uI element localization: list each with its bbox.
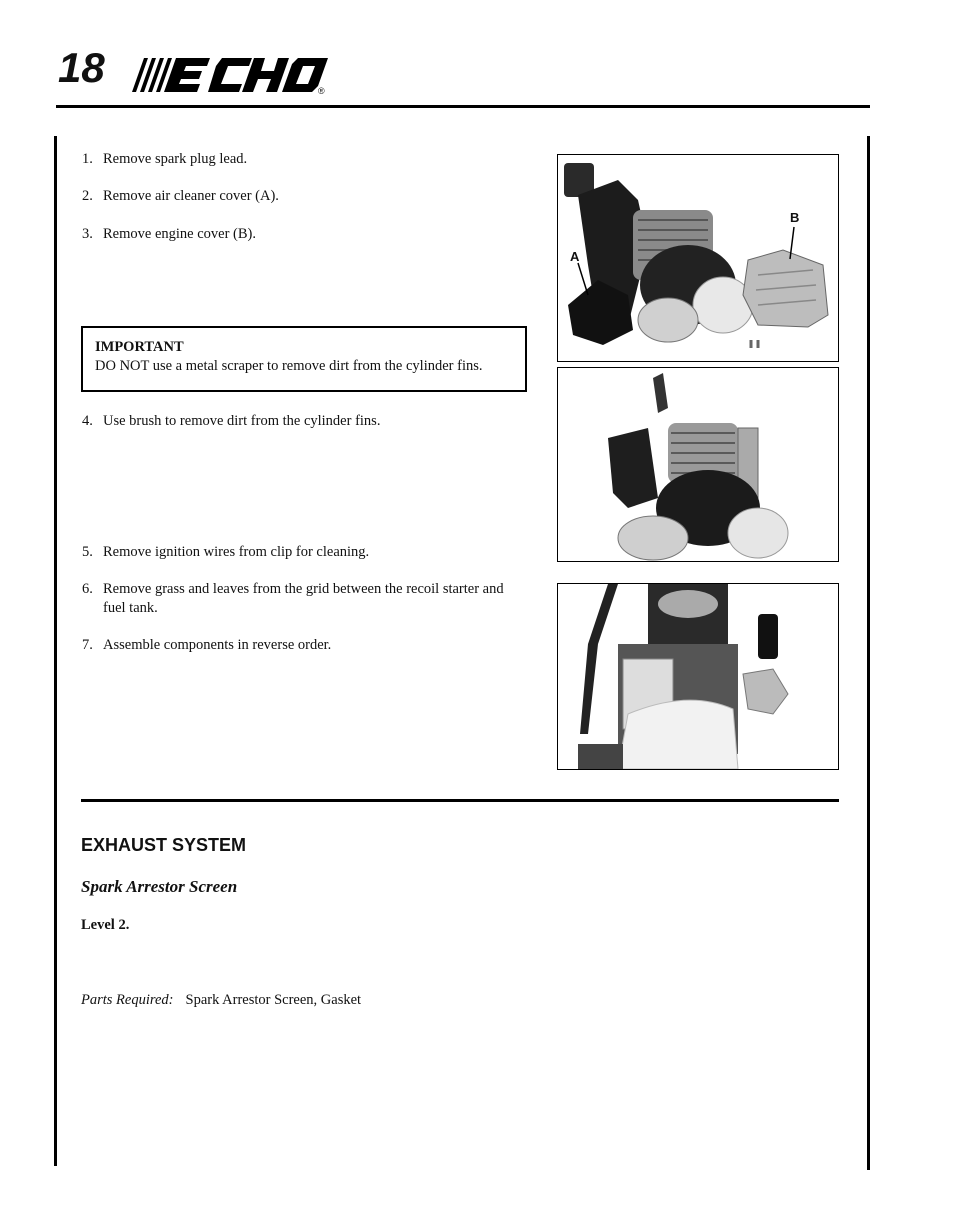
photo-label-b: B bbox=[790, 210, 800, 225]
parts-required-value: Spark Arrestor Screen, Gasket bbox=[185, 992, 362, 1008]
step-4: 4. Use brush to remove dirt from the cylinder fins. bbox=[82, 413, 381, 429]
section-title: EXHAUST SYSTEM bbox=[81, 835, 247, 855]
engine-cylinder-photo bbox=[557, 367, 839, 562]
step-2: 2. Remove air cleaner cover (A). bbox=[82, 188, 279, 204]
important-note bbox=[81, 326, 527, 392]
section-subtitle: Spark Arrestor Screen bbox=[81, 877, 238, 896]
photo-label-a: A bbox=[570, 249, 580, 264]
important-text: DO NOT use a metal scraper to remove dirt from the cylinder fins. bbox=[95, 358, 483, 374]
skill-level: Level 2. bbox=[81, 917, 130, 933]
registered-mark: ® bbox=[318, 86, 325, 96]
important-title: IMPORTANT bbox=[95, 339, 184, 355]
page-number: 18 bbox=[58, 44, 105, 91]
echo-logo bbox=[124, 52, 334, 98]
step-1: 1. Remove spark plug lead. bbox=[82, 151, 248, 167]
recoil-starter-grid-photo bbox=[557, 583, 839, 770]
parts-required bbox=[81, 992, 361, 1009]
parts-required-label: Parts Required: bbox=[81, 992, 174, 1008]
section-rule bbox=[81, 799, 839, 802]
left-margin-bar bbox=[54, 136, 57, 1166]
step-5: 5. Remove ignition wires from clip for cleaning. bbox=[82, 544, 370, 560]
header-rule bbox=[56, 105, 870, 108]
right-margin-bar bbox=[867, 136, 870, 1170]
engine-disassembly-photo bbox=[557, 154, 839, 362]
step-7: 7. Assemble components in reverse order. bbox=[82, 637, 332, 653]
step-6: 6. Remove grass and leaves from the grid between the recoil starter and fuel tank. bbox=[82, 581, 504, 616]
step-3: 3. Remove engine cover (B). bbox=[82, 226, 257, 242]
